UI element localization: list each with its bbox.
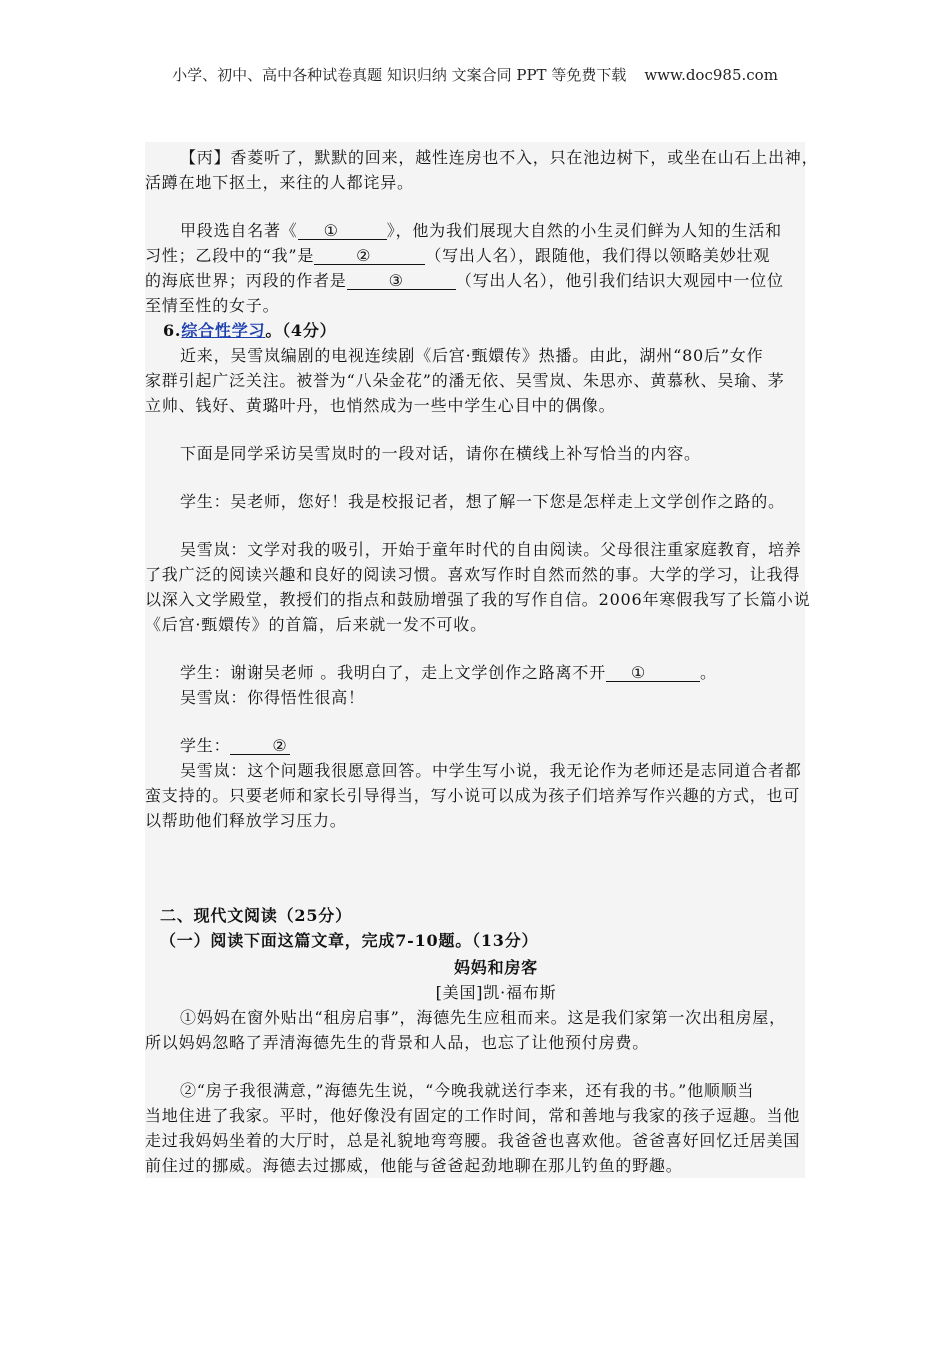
q6-intro-line: 近来，吴雪岚编剧的电视连续剧《后宫·甄嬛传》热播。由此，湖州“80后”女作 [180,345,764,365]
header-site: www.doc985.com [644,66,778,84]
dialogue-author-line: 了我广泛的阅读兴趣和良好的阅读习惯。喜欢写作时自然而然的事。大学的学习，让我得 [145,564,801,584]
q5-text: （写出人名），跟随他，我们得以领略美妙壮观 [425,245,771,265]
article-line: ①妈妈在窗外贴出“租房启事”，海德先生应租而来。这是我们家第一次出租房屋， [180,1007,786,1027]
paragraph-gap [145,637,805,660]
dialogue-author-line: 蛮支持的。只要老师和家长引导得当，写小说可以成为孩子们培养写作兴趣的方式，也可 [145,785,801,805]
page-header [0,64,950,86]
answer-blank-2: ② [314,247,425,265]
q6-heading [145,318,805,343]
passage-c-line: 活蹲在地下抠土，来往的人都诧异。 [145,172,414,192]
paragraph-gap [145,195,805,218]
header-banner: 小学、初中、高中各种试卷真题 知识归纳 文案合同 PPT 等免费下载 [172,66,627,84]
dialogue-student-line: 学生：吴老师，您好！我是校报记者，想了解一下您是怎样走上文学创作之路的。 [180,491,785,511]
document-body [145,142,819,1178]
article-line: 前住过的挪威。海德去过挪威，他能与爸爸起劲地聊在那儿钓鱼的野趣。 [145,1155,683,1175]
paragraph-gap [145,466,805,489]
dialogue-author-line: 《后宫·甄嬛传》的首篇，后来就一发不可收。 [145,614,487,634]
q5-text: 的海底世界；丙段的作者是 [145,270,347,290]
article-author: [美国]凯·福布斯 [435,982,557,1002]
article-line: 当地住进了我家。平时，他好像没有固定的工作时间，常和善地与我家的孩子逗趣。当他 [145,1105,801,1125]
paragraph-gap [145,1055,805,1078]
paragraph-gap [145,514,805,537]
paragraph-gap [145,710,805,733]
section-gap [145,833,805,903]
q5-line [145,268,805,293]
dialogue-student-line [145,660,805,685]
answer-blank-3: ③ [347,272,456,290]
dialogue-author-line: 吴雪岚：文学对我的吸引，开始于童年时代的自由阅读。父母很注重家庭教育，培养 [180,539,802,559]
q6-number: 6. [163,320,182,340]
dialogue-text: 。 [700,662,717,682]
paragraph-gap [145,418,805,441]
article-line: 走过我妈妈坐着的大厅时，总是礼貌地弯弯腰。我爸爸也喜欢他。爸爸喜好回忆迁居美国 [145,1130,801,1150]
answer-blank-1: ① [606,664,700,682]
q5-text: 习性；乙段中的“我”是 [145,245,315,265]
q6-points: 。（4分） [265,320,337,340]
article-title: 妈妈和房客 [453,957,538,977]
dialogue-author-line: 吴雪岚：这个问题我很愿意回答。中学生写小说，我无论作为老师还是志同道合者都 [180,760,802,780]
part-heading: （一）阅读下面这篇文章，完成7-10题。（13分） [160,930,539,950]
q6-topic-link[interactable]: 综合性学习 [181,320,266,340]
article-line: 所以妈妈忽略了弄清海德先生的背景和人品，也忘了让他预付房费。 [145,1032,650,1052]
q5-text: 》，他为我们展现大自然的小生灵们鲜为人知的生活和 [386,220,782,240]
dialogue-author-line: 吴雪岚：你得悟性很高！ [180,687,365,707]
dialogue-student-line [145,733,805,758]
dialogue-text: 学生： [180,735,231,755]
q6-intro-line: 立帅、钱好、黄璐叶丹，也悄然成为一些中学生心目中的偶像。 [145,395,616,415]
q5-line [145,243,805,268]
dialogue-text: 学生：谢谢吴老师 。我明白了，走上文学创作之路离不开 [180,662,606,682]
q5-text: （写出人名），他引我们结识大观园中一位位 [455,270,784,290]
q5-line [145,218,805,243]
answer-blank-1: ① [298,222,387,240]
article-line: ②“房子我很满意，”海德先生说，“今晚我就送行李来，还有我的书。”他顺顺当 [180,1080,755,1100]
dialogue-author-line: 以帮助他们释放学习压力。 [145,810,347,830]
q5-text: 甲段选自名著《 [180,220,298,240]
answer-blank-2: ② [230,737,289,755]
dialogue-author-line: 以深入文学殿堂，教授们的指点和鼓励增强了我的写作自信。2006年寒假我写了长篇小说 [145,589,811,609]
passage-c-line: 【丙】香菱听了，默默的回来，越性连房也不入，只在池边树下，或坐在山石上出神， [180,147,819,167]
q5-line: 至情至性的女子。 [145,295,280,315]
q6-instruction: 下面是同学采访吴雪岚时的一段对话，请你在横线上补写恰当的内容。 [180,443,701,463]
q6-intro-line: 家群引起广泛关注。被誉为“八朵金花”的潘无依、吴雪岚、朱思亦、黄慕秋、吴瑜、茅 [145,370,785,390]
section-heading: 二、现代文阅读（25分） [160,905,352,925]
